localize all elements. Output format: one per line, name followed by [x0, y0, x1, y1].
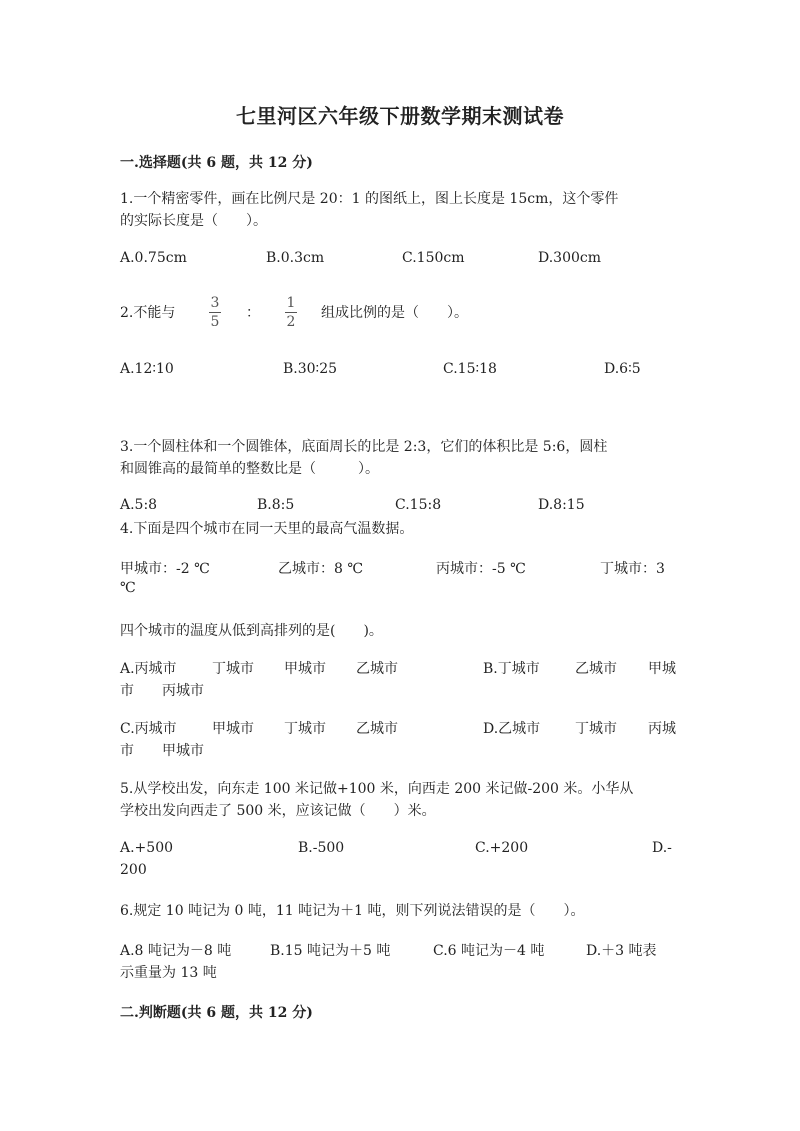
- question-4-option-b[interactable]: B.丁城市: [483, 661, 540, 677]
- question-3-line2: 和圆锥高的最简单的整数比是（ ）。: [120, 461, 379, 477]
- ratio-colon: ：: [246, 305, 260, 321]
- question-4-option-d[interactable]: D.乙城市: [483, 721, 541, 737]
- question-4-intro: 4.下面是四个城市在同一天里的最高气温数据。: [120, 521, 414, 537]
- question-5-option-c[interactable]: C.+200: [475, 840, 529, 856]
- question-3-option-d[interactable]: D.8:15: [538, 497, 585, 513]
- option-a-item: 甲城市: [284, 661, 326, 677]
- option-d-item: 市: [120, 743, 134, 759]
- option-b-item: 市: [120, 683, 134, 699]
- question-3: [120, 436, 680, 480]
- option-b-item: 乙城市: [575, 661, 617, 677]
- question-3-option-c[interactable]: C.15:8: [395, 497, 442, 513]
- option-c-item: 乙城市: [356, 721, 398, 737]
- section-judgement-heading: 二.判断题(共 6 题，共 12 分): [120, 1005, 313, 1021]
- question-1-option-c[interactable]: C.150cm: [402, 250, 465, 266]
- question-4-options-ab: [120, 658, 680, 680]
- question-4-options-cd: [120, 718, 680, 740]
- question-1-option-d[interactable]: D.300cm: [538, 250, 602, 266]
- question-5-line2: 学校出发向西走了 500 米，应该记做（ ）米。: [120, 803, 436, 819]
- temp-jia: 甲城市：-2 ℃: [120, 561, 210, 577]
- temp-ding: 丁城市：3: [600, 561, 665, 577]
- fraction-denominator: 2: [286, 314, 296, 330]
- question-4-option-b-cont: [120, 680, 680, 702]
- fraction-bar: [285, 312, 297, 313]
- question-1-option-a[interactable]: A.0.75cm: [120, 250, 187, 266]
- fraction-three-fifths: [209, 295, 221, 330]
- question-2-option-b[interactable]: B.30∶25: [283, 361, 338, 377]
- fraction-denominator: 5: [210, 314, 220, 330]
- option-a-item: 丁城市: [212, 661, 254, 677]
- question-4-option-a[interactable]: A.丙城市: [120, 661, 177, 677]
- question-5-option-b[interactable]: B.-500: [298, 840, 345, 856]
- question-5-line1: 5.从学校出发，向东走 100 米记做+100 米，向西走 200 米记做-200 米。小华从: [120, 781, 634, 797]
- temp-yi: 乙城市：8 ℃: [278, 561, 364, 577]
- question-2-options: [120, 361, 680, 383]
- question-6: 6.规定 10 吨记为 0 吨，11 吨记为＋1 吨，则下列说法错误的是（ ）。: [120, 903, 585, 919]
- option-b-item: 丙城市: [162, 683, 204, 699]
- fraction-numerator: 1: [286, 295, 296, 311]
- option-d-item: 甲城市: [162, 743, 204, 759]
- question-5-options: [120, 840, 680, 862]
- question-4-temperatures: [120, 558, 680, 580]
- question-1-options: [120, 250, 680, 272]
- section-choice-heading: 一.选择题(共 6 题，共 12 分): [120, 155, 313, 171]
- question-1-option-b[interactable]: B.0.3cm: [266, 250, 325, 266]
- question-2-prefix: 2.不能与: [120, 305, 176, 321]
- question-3-option-b[interactable]: B.8:5: [257, 497, 295, 513]
- question-2-option-d[interactable]: D.6∶5: [604, 361, 641, 377]
- question-6-option-d-cont: [120, 962, 680, 984]
- question-5: [120, 778, 680, 822]
- question-1-line1: 1.一个精密零件，画在比例尺是 20：1 的图纸上，图上长度是 15cm，这个零件: [120, 191, 619, 207]
- option-d-cont: 200: [120, 862, 147, 878]
- option-d-item: 丁城市: [575, 721, 617, 737]
- option-d-cont: 示重量为 13 吨: [120, 965, 217, 981]
- question-6-options: [120, 940, 680, 962]
- question-5-option-d-cont: [120, 862, 680, 884]
- fraction-one-half: [285, 295, 297, 330]
- option-a-item: 乙城市: [356, 661, 398, 677]
- option-b-item: 甲城: [648, 661, 676, 677]
- question-6-option-b[interactable]: B.15 吨记为＋5 吨: [270, 943, 391, 959]
- question-2-suffix: 组成比例的是（ ）。: [321, 305, 468, 321]
- question-1-line2: 的实际长度是（ ）。: [120, 213, 267, 229]
- fraction-numerator: 3: [210, 295, 220, 311]
- question-3-option-a[interactable]: A.5:8: [120, 497, 158, 513]
- question-3-options: [120, 497, 680, 519]
- option-d-item: 丙城: [648, 721, 676, 737]
- fraction-bar: [209, 312, 221, 313]
- page-title: 七里河区六年级下册数学期末测试卷: [236, 104, 564, 128]
- option-c-item: 甲城市: [212, 721, 254, 737]
- question-4-option-c[interactable]: C.丙城市: [120, 721, 177, 737]
- question-2-option-c[interactable]: C.15∶18: [443, 361, 497, 377]
- question-4-prompt: 四个城市的温度从低到高排列的是( )。: [120, 623, 383, 639]
- question-5-option-a[interactable]: A.+500: [120, 840, 174, 856]
- option-c-item: 丁城市: [284, 721, 326, 737]
- question-6-option-d[interactable]: D.＋3 吨表: [586, 943, 657, 959]
- temp-ding-unit: ℃: [120, 580, 136, 596]
- question-1: [120, 188, 680, 232]
- question-4-temp-unit-line: [120, 580, 680, 602]
- question-4-option-d-cont: [120, 740, 680, 762]
- question-2-option-a[interactable]: A.12∶10: [120, 361, 174, 377]
- question-6-option-a[interactable]: A.8 吨记为－8 吨: [120, 943, 232, 959]
- question-6-option-c[interactable]: C.6 吨记为－4 吨: [433, 943, 545, 959]
- temp-bing: 丙城市：-5 ℃: [436, 561, 526, 577]
- question-3-line1: 3.一个圆柱体和一个圆锥体，底面周长的比是 2:3，它们的体积比是 5:6，圆柱: [120, 439, 608, 455]
- question-5-option-d[interactable]: D.-: [652, 840, 672, 856]
